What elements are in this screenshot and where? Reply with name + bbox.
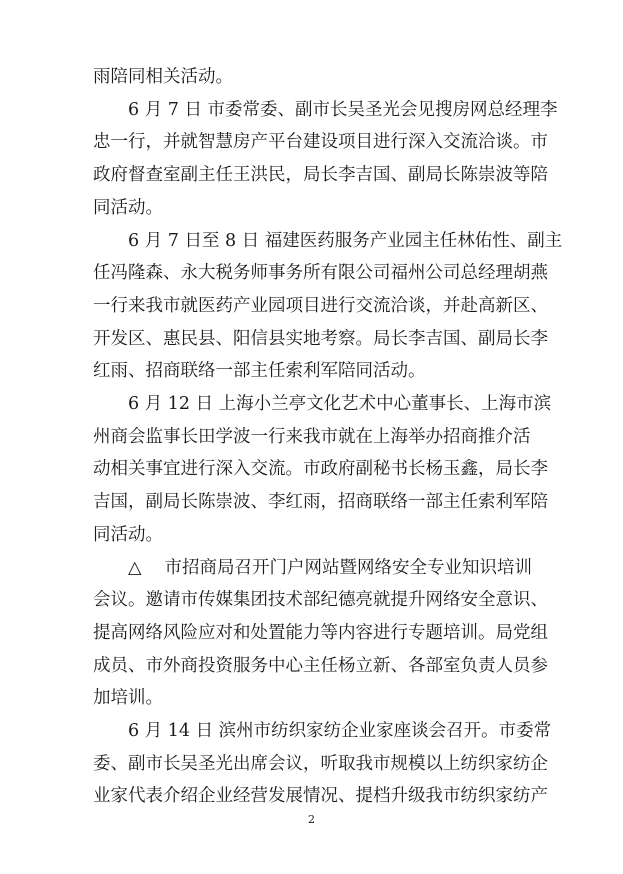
line-text: 红雨、招商联络一部主任索利军陪同活动。	[93, 361, 426, 382]
entry-date: 6 月 14 日	[128, 721, 214, 741]
line-text: 加培训。	[93, 688, 163, 709]
text-line	[128, 99, 558, 121]
text-line	[93, 131, 548, 153]
line-text: 滨州市纺织家纺企业家座谈会召开。市委常	[213, 721, 552, 741]
line-text: 提高网络风险应对和处置能力等内容进行专题培训。局党组	[93, 622, 548, 643]
page-number: 2	[308, 813, 315, 826]
line-text: 雨陪同相关活动。	[93, 67, 233, 87]
text-line	[93, 687, 163, 709]
text-line	[128, 720, 551, 742]
text-line	[93, 66, 233, 88]
line-text: 会议。邀请市传媒集团技术部纪德亮就提升网络安全意识、	[93, 590, 548, 611]
text-line	[128, 230, 562, 252]
text-line	[93, 197, 163, 219]
line-text: 忠一行，并就智慧房产平台建设项目进行深入交流洽谈。市	[93, 132, 548, 153]
text-line	[128, 393, 551, 415]
text-line	[128, 557, 532, 579]
line-text: 福建医药服务产业园主任林佑性、副主	[259, 230, 563, 251]
line-text: 开发区、惠民县、阳信县实地考察。局长李吉国、副局长李	[93, 328, 548, 349]
line-text: 州商会监事长田学波一行来我市就在上海举办招商推介活	[93, 426, 531, 447]
text-line	[93, 753, 548, 775]
line-text: 政府督查室副主任王洪民，局长李吉国、副局长陈崇波等陪	[93, 165, 548, 186]
text-line	[93, 589, 548, 611]
text-line	[93, 491, 548, 513]
text-line	[93, 360, 426, 382]
line-text: 吉国，副局长陈崇波、李红雨，招商联络一部主任索利军陪	[93, 492, 548, 513]
line-text: 委、副市长吴圣光出席会议，听取我市规模以上纺织家纺企	[93, 753, 548, 774]
text-line	[93, 785, 548, 807]
entry-date: 6 月 12 日	[128, 394, 214, 414]
text-line	[93, 262, 548, 284]
line-text: 市招商局召开门户网站暨网络安全专业知识培训	[141, 557, 533, 578]
line-text: 业家代表介绍企业经营发展情况、提档升级我市纺织家纺产	[93, 786, 548, 807]
line-text: 同活动。	[93, 524, 163, 545]
text-line	[93, 295, 548, 317]
text-line	[93, 622, 548, 644]
line-text: 任冯隆森、永大税务师事务所有限公司福州公司总经理胡燕	[93, 263, 548, 284]
line-text: 一行来我市就医药产业园项目进行交流洽谈，并赴高新区、	[93, 295, 548, 316]
entry-date: 6 月 7 日	[128, 99, 202, 120]
text-line	[93, 328, 548, 350]
text-line	[93, 164, 548, 186]
text-line	[93, 426, 531, 448]
entry-date: 6 月 7 日至 8 日	[128, 230, 260, 251]
text-line	[93, 655, 548, 677]
line-text: 动相关事宜进行深入交流。市政府副秘书长杨玉鑫，局长李	[93, 459, 548, 480]
line-text: 成员、市外商投资服务中心主任杨立新、各部室负责人员参	[93, 655, 548, 676]
text-line	[93, 524, 163, 546]
entry-date: △	[128, 557, 142, 578]
line-text: 同活动。	[93, 197, 163, 218]
line-text: 市委常委、副市长吴圣光会见搜房网总经理李	[201, 99, 558, 120]
text-line	[93, 458, 548, 480]
line-text: 上海小兰亭文化艺术中心董事长、上海市滨	[213, 394, 552, 414]
